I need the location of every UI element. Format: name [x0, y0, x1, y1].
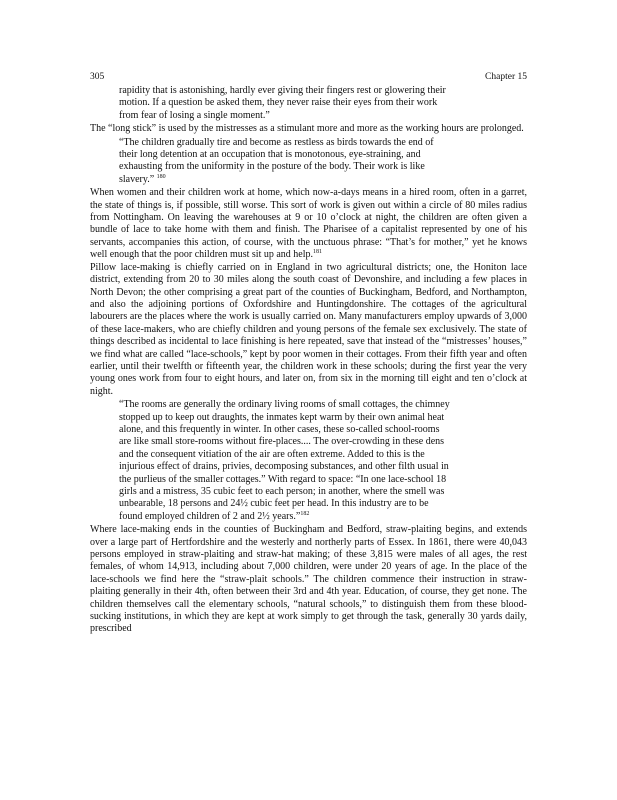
quote-line-text: slavery.” — [119, 173, 157, 185]
footnote-ref-181[interactable]: 181 — [313, 249, 323, 256]
paragraph-text: When women and their children work at home, which now-a-days means in a hired room, often in a garret, the state of things is, if possible, still worse. This sort of work is given out within a circle of 80 miles radius from Nottingham. On leaving the warehouses at 9 or 10 o’clock at night, the children are often given a bundle of lace to take home with them and finish. The Pharisee of a capitalist represented by one of his servants, accompanies this action, of course, with the unctuous phrase: “That’s for mother,” yet he knows well enough that the poor children must sit up and help. — [90, 187, 527, 261]
running-header — [90, 71, 527, 83]
quote-line: girls and a mistress, 35 cubic feet to each person; in another, where the smell was — [119, 486, 445, 497]
paragraph-text: Pillow lace-making is chiefly carried on in England in two agricultural districts; one, the Honiton lace district, extending from 20 to 30 miles along the south coast of Devonshire, and including a few places in North Devon; the other comprising a great part of the counties of Buckingham, Bedford, and Northampton, and also the adjoining portions of Oxfordshire and Huntingdonshire. The cottages of the agricultural labourers are the places where the work is usually carried on. Many manufacturers employ upwards of 3,000 of these lace-makers, who are chiefly children and young persons of the female sex exclusively. The state of things described as incidental to lace finishing is here repeated, save that instead of the “mistresses’ houses,” we find what are called “lace-schools,” kept by poor women in their cottages. From their fifth year and often earlier, until their twelfth or fifteenth year, the children work in these schools; during the first year the very young ones work from four to eight hours, and later on, from six in the morning till eight and ten o’clock at night. — [90, 261, 527, 397]
quote-line — [119, 511, 479, 523]
quote-line: stopped up to keep out draughts, the inmates kept warm by their own animal heat — [119, 411, 445, 423]
quote-line: rapidity that is astonishing, hardly ever giving their fingers rest or glowering their — [119, 85, 446, 96]
footnote-ref-182[interactable]: 182 — [300, 510, 310, 517]
block-quote-1 — [119, 85, 479, 122]
paragraph-text: Where lace-making ends in the counties of Buckingham and Bedford, straw-plaiting begins, and extends over a large part of Hertfordshire and the westerly and northerly parts of Essex. In 1861, there were 40,043 persons employed in straw-plaiting and straw-hat making; of these 3,815 were males of all ages, the rest females, of whom 14,913, including about 7,000 children, were under 20 years of age. In the place of the lace-schools we find here the “straw-plait schools.” The children commence their instruction in straw-plaiting generally in their 4th, often between their 3rd and 4th year. Education, of course, they get none. The children themselves call the elementary schools, “natural schools,” to distinguish them from these blood-sucking institutions, in which they are kept at work simply to get through the task, generally 30 yards daily, prescribed — [90, 524, 527, 635]
body-text — [90, 84, 527, 636]
page-number: 305 — [90, 72, 105, 82]
block-quote-2 — [119, 137, 479, 187]
quote-line: alone, and this frequently in winter. In other cases, these so-called school-rooms — [119, 423, 440, 435]
quote-line: “The children gradually tire and become as restless as birds towards the end of — [119, 136, 434, 148]
quote-line: “The rooms are generally the ordinary living rooms of small cottages, the chimney — [119, 399, 450, 411]
quote-line: are like small store-rooms without fire-places.... The over-crowding in these dens — [119, 436, 445, 448]
quote-line-text: found employed children of 2 and 2½ years.” — [119, 510, 301, 522]
paragraph-home-work — [90, 187, 527, 261]
paragraph-pillow-lace — [90, 262, 527, 398]
footnote-ref-180[interactable]: 180 — [156, 173, 166, 180]
quote-line: the purlieus of the smaller cottages.” With regard to space: “In one lace-school 18 — [119, 473, 447, 485]
quote-line: injurious effect of drains, privies, decomposing substances, and other filth usual in — [119, 461, 449, 473]
quote-line: their long detention at an occupation that is monotonous, eye-straining, and — [119, 149, 421, 161]
chapter-label: Chapter 15 — [485, 72, 527, 82]
quote-line: exhausting from the uniformity in the posture of the body. Their work is like — [119, 161, 425, 173]
quote-line: unbearable, 18 persons and 24½ cubic feet per head. In this industry are to be — [119, 498, 429, 510]
quote-line — [119, 174, 479, 186]
paragraph-long-stick — [90, 123, 527, 135]
block-quote-3 — [119, 399, 479, 523]
quote-line: motion. If a question be asked them, they never raise their eyes from their work — [119, 97, 438, 109]
paragraph-straw-plaiting — [90, 524, 527, 636]
quote-line: and the consequent vitiation of the air are often extreme. Added to this is the — [119, 448, 425, 460]
paragraph-text: The “long stick” is used by the mistresses as a stimulant more and more as the working hours are prolonged. — [90, 123, 524, 135]
quote-line: from fear of losing a single moment.” — [119, 109, 270, 121]
